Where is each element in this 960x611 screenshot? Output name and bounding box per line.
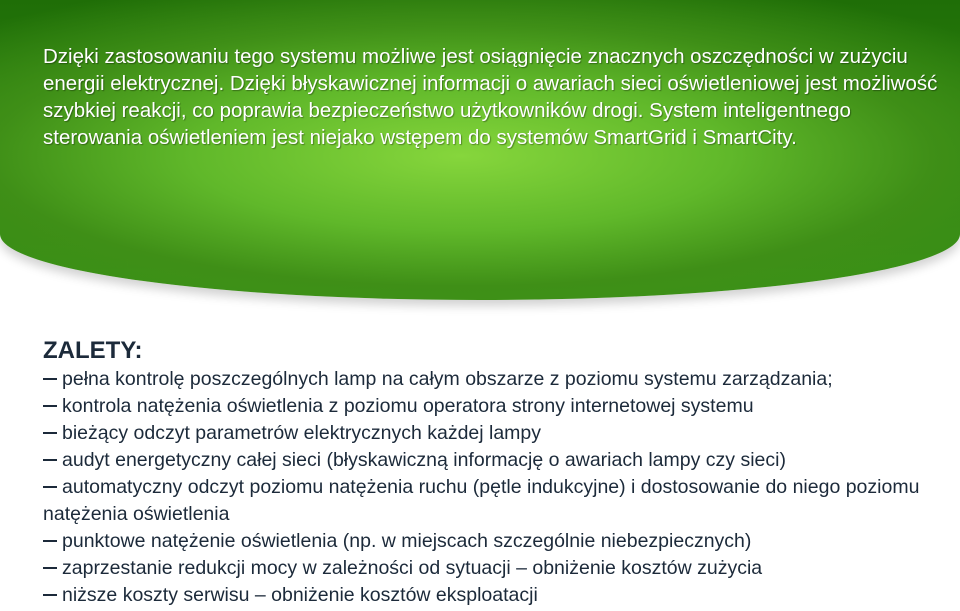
dash-bullet-icon	[43, 594, 57, 596]
list-item-text: kontrola natężenia oświetlenia z poziomu operatora strony internetowej systemu	[62, 395, 754, 417]
list-item-text: pełna kontrolę poszczególnych lamp na całym obszarze z poziomu systemu zarządzania;	[62, 368, 833, 390]
dash-bullet-icon	[43, 486, 57, 488]
list-item	[43, 366, 943, 393]
list-item-text: audyt energetyczny całej sieci (błyskawiczną informację o awariach lampy czy sieci)	[62, 449, 786, 471]
list-item-text: automatyczny odczyt poziomu natężenia ruchu (pętle indukcyjne) i dostosowanie do niego poziomu natężenia oświetlenia	[43, 476, 920, 525]
dash-bullet-icon	[43, 432, 57, 434]
dash-bullet-icon	[43, 540, 57, 542]
advantages-list	[43, 366, 943, 609]
green-banner	[0, 0, 960, 300]
list-item-text: punktowe natężenie oświetlenia (np. w miejscach szczególnie niebezpiecznych)	[62, 530, 752, 552]
advantages-heading: ZALETY:	[43, 337, 143, 364]
banner-text: Dzięki zastosowaniu tego systemu możliwe jest osiągnięcie znacznych oszczędności w zużyciu energii elektrycznej. Dzięki błyskawicznej informacji o awariach sieci oświetleniowej jest możliwość szybkiej reakcji, co poprawia bezpieczeństwo użytkowników drogi. System inteligentnego sterowania oświetleniem jest niejako wstępem do systemów SmartGrid i SmartCity.	[43, 45, 938, 149]
list-item	[43, 555, 943, 582]
dash-bullet-icon	[43, 567, 57, 569]
list-item	[43, 582, 943, 609]
list-item	[43, 528, 943, 555]
dash-bullet-icon	[43, 405, 57, 407]
list-item-text: bieżący odczyt parametrów elektrycznych każdej lampy	[62, 422, 542, 444]
list-item	[43, 447, 943, 474]
list-item	[43, 474, 943, 528]
list-item	[43, 420, 943, 447]
dash-bullet-icon	[43, 378, 57, 380]
list-item-text: niższe koszty serwisu – obniżenie kosztów eksploatacji	[62, 584, 538, 606]
dash-bullet-icon	[43, 459, 57, 461]
list-item	[43, 393, 943, 420]
list-item-text: zaprzestanie redukcji mocy w zależności od sytuacji – obniżenie kosztów zużycia	[62, 557, 763, 579]
